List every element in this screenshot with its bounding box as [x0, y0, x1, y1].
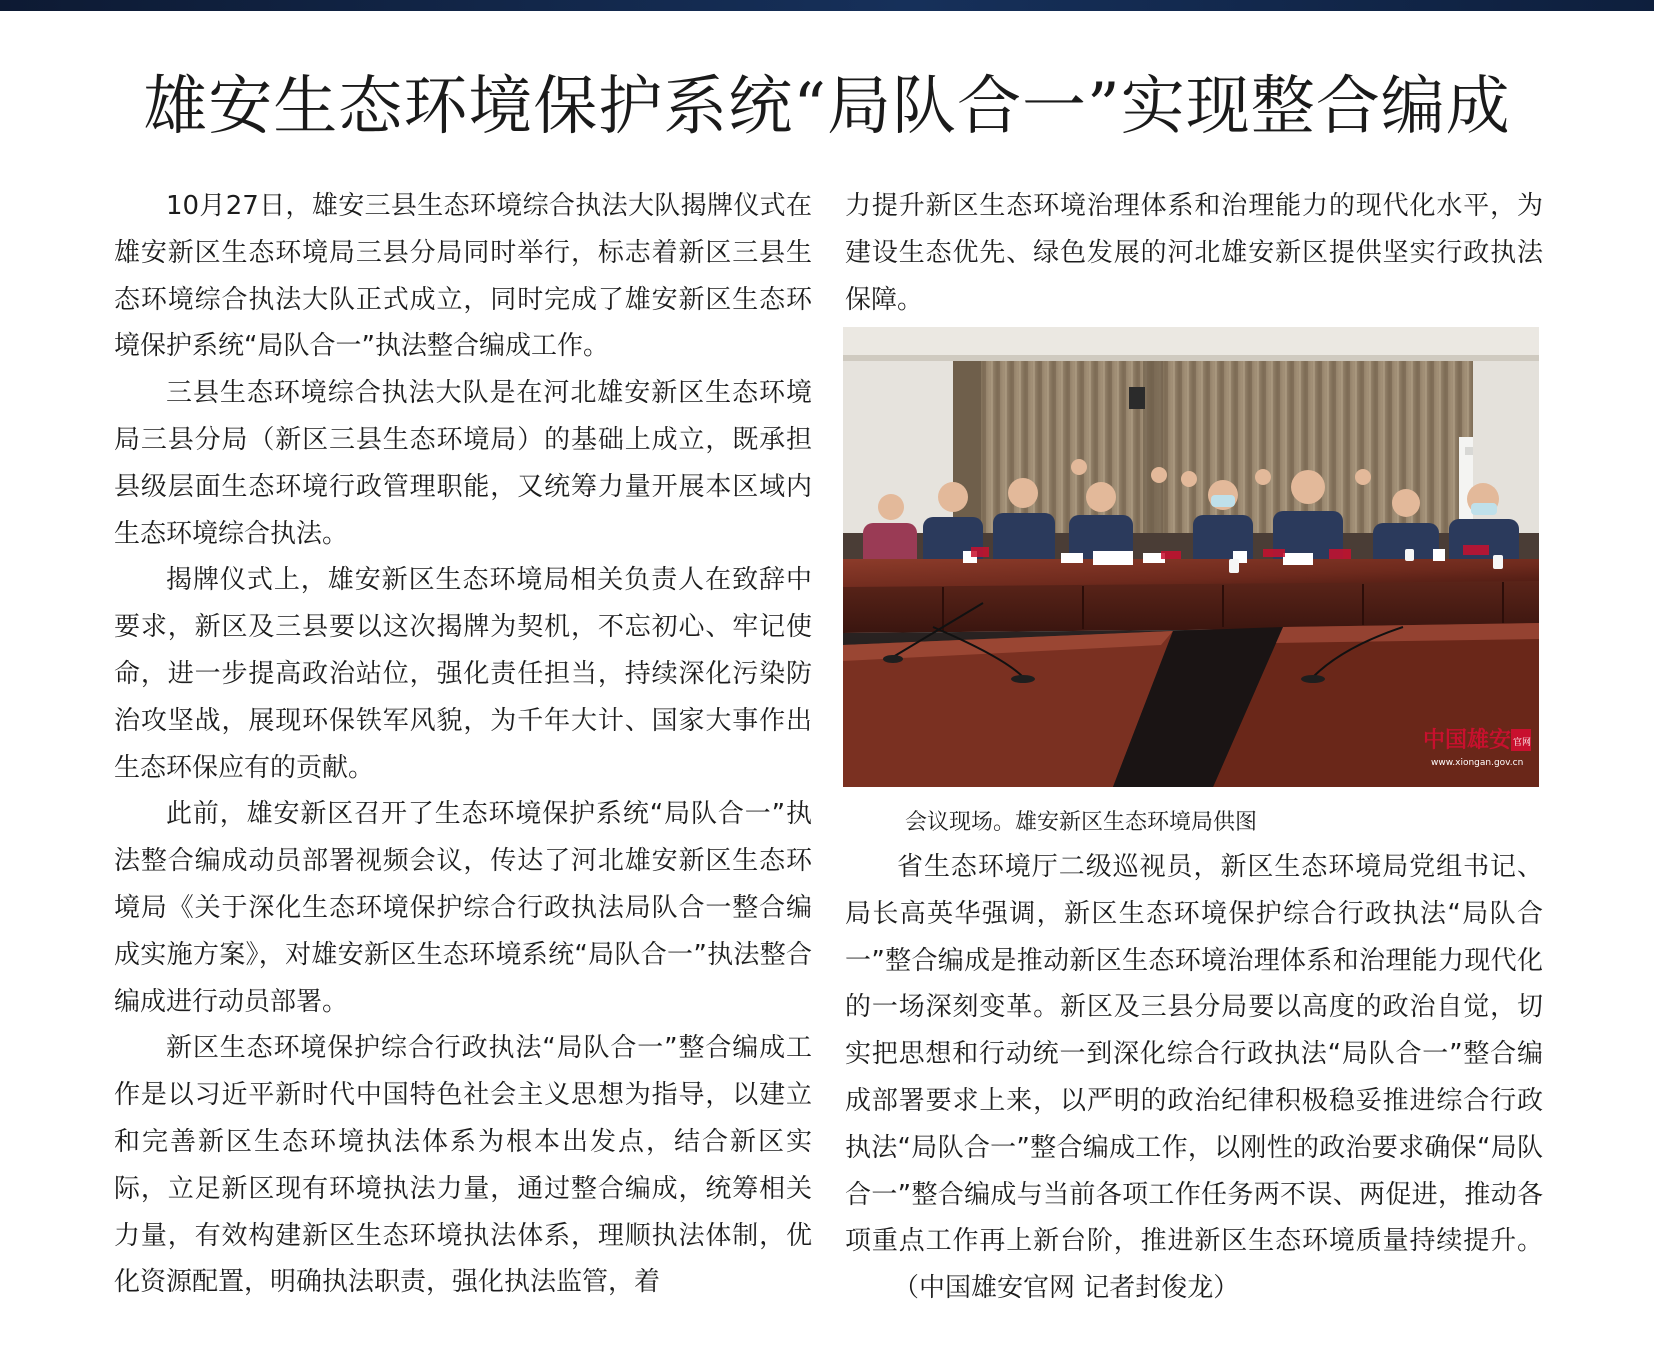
meeting-photo: [843, 327, 1539, 787]
top-color-band: [0, 0, 1654, 11]
watermark-url: www.xiongan.gov.cn: [1431, 758, 1524, 768]
right-column-main: [845, 844, 1543, 1312]
right-column-continuation: [845, 183, 1543, 323]
paragraph-5-continued: 力提升新区生态环境治理体系和治理能力的现代化水平，为建设生态优先、绿色发展的河北雄安新区提供坚实行政执法保障。: [845, 191, 1543, 315]
meeting-photo-illustration: [843, 327, 1539, 787]
paragraph-2: 三县生态环境综合执法大队是在河北雄安新区生态环境局三县分局（新区三县生态环境局）的基础上成立，既承担县级层面生态环境行政管理职能，又统筹力量开展本区域内生态环境综合执法。: [114, 378, 812, 549]
watermark: [1423, 727, 1531, 768]
left-column: [114, 183, 812, 1306]
paragraph-4: 此前，雄安新区召开了生态环境保护系统“局队合一”执法整合编成动员部署视频会议，传达了河北雄安新区生态环境局《关于深化生态环境保护综合行政执法局队合一整合编成实施方案》，对雄安新区生态环境系统“局队合一”执法整合编成进行动员部署。: [114, 799, 812, 1017]
article-headline: 雄安生态环境保护系统“局队合一”实现整合编成: [143, 70, 1511, 144]
paragraph-6: [845, 844, 1543, 1312]
watermark-badge: 官网: [1513, 738, 1532, 748]
paragraph-6-text: 省生态环境厅二级巡视员，新区生态环境局党组书记、局长高英华强调，新区生态环境保护综合行政执法“局队合一”整合编成是推动新区生态环境治理体系和治理能力现代化的一场深刻变革。新区及三县分局要以高度的政治自觉，切实把思想和行动统一到深化综合行政执法“局队合一”整合编成部署要求上来，以严明的政治纪律积极稳妥推进综合行政执法“局队合一”整合编成工作，以刚性的政治要求确保“局队合一”整合编成与当前各项工作任务两不误、两促进，推动各项重点工作再上新台阶，推进新区生态环境质量持续提升。: [845, 852, 1543, 1257]
paragraph-1: 10月27日，雄安三县生态环境综合执法大队揭牌仪式在雄安新区生态环境局三县分局同时举行，标志着新区三县生态环境综合执法大队正式成立，同时完成了雄安新区生态环境保护系统“局队合一”执法整合编成工作。: [114, 191, 812, 362]
watermark-logo-text: 中国雄安: [1423, 727, 1512, 753]
byline-credit: （中国雄安官网 记者封俊龙）: [893, 1273, 1240, 1304]
paragraph-3: 揭牌仪式上，雄安新区生态环境局相关负责人在致辞中要求，新区及三县要以这次揭牌为契机，不忘初心、牢记使命，进一步提高政治站位，强化责任担当，持续深化污染防治攻坚战，展现环保铁军风貌，为千年大计、国家大事作出生态环保应有的贡献。: [114, 565, 812, 783]
paragraph-5: 新区生态环境保护综合行政执法“局队合一”整合编成工作是以习近平新时代中国特色社会主义思想为指导，以建立和完善新区生态环境执法体系为根本出发点，结合新区实际，立足新区现有环境执法力量，通过整合编成，统筹相关力量，有效构建新区生态环境执法体系，理顺执法体制，优化资源配置，明确执法职责，强化执法监管，着: [114, 1033, 812, 1298]
photo-caption: 会议现场。雄安新区生态环境局供图: [905, 810, 1258, 835]
